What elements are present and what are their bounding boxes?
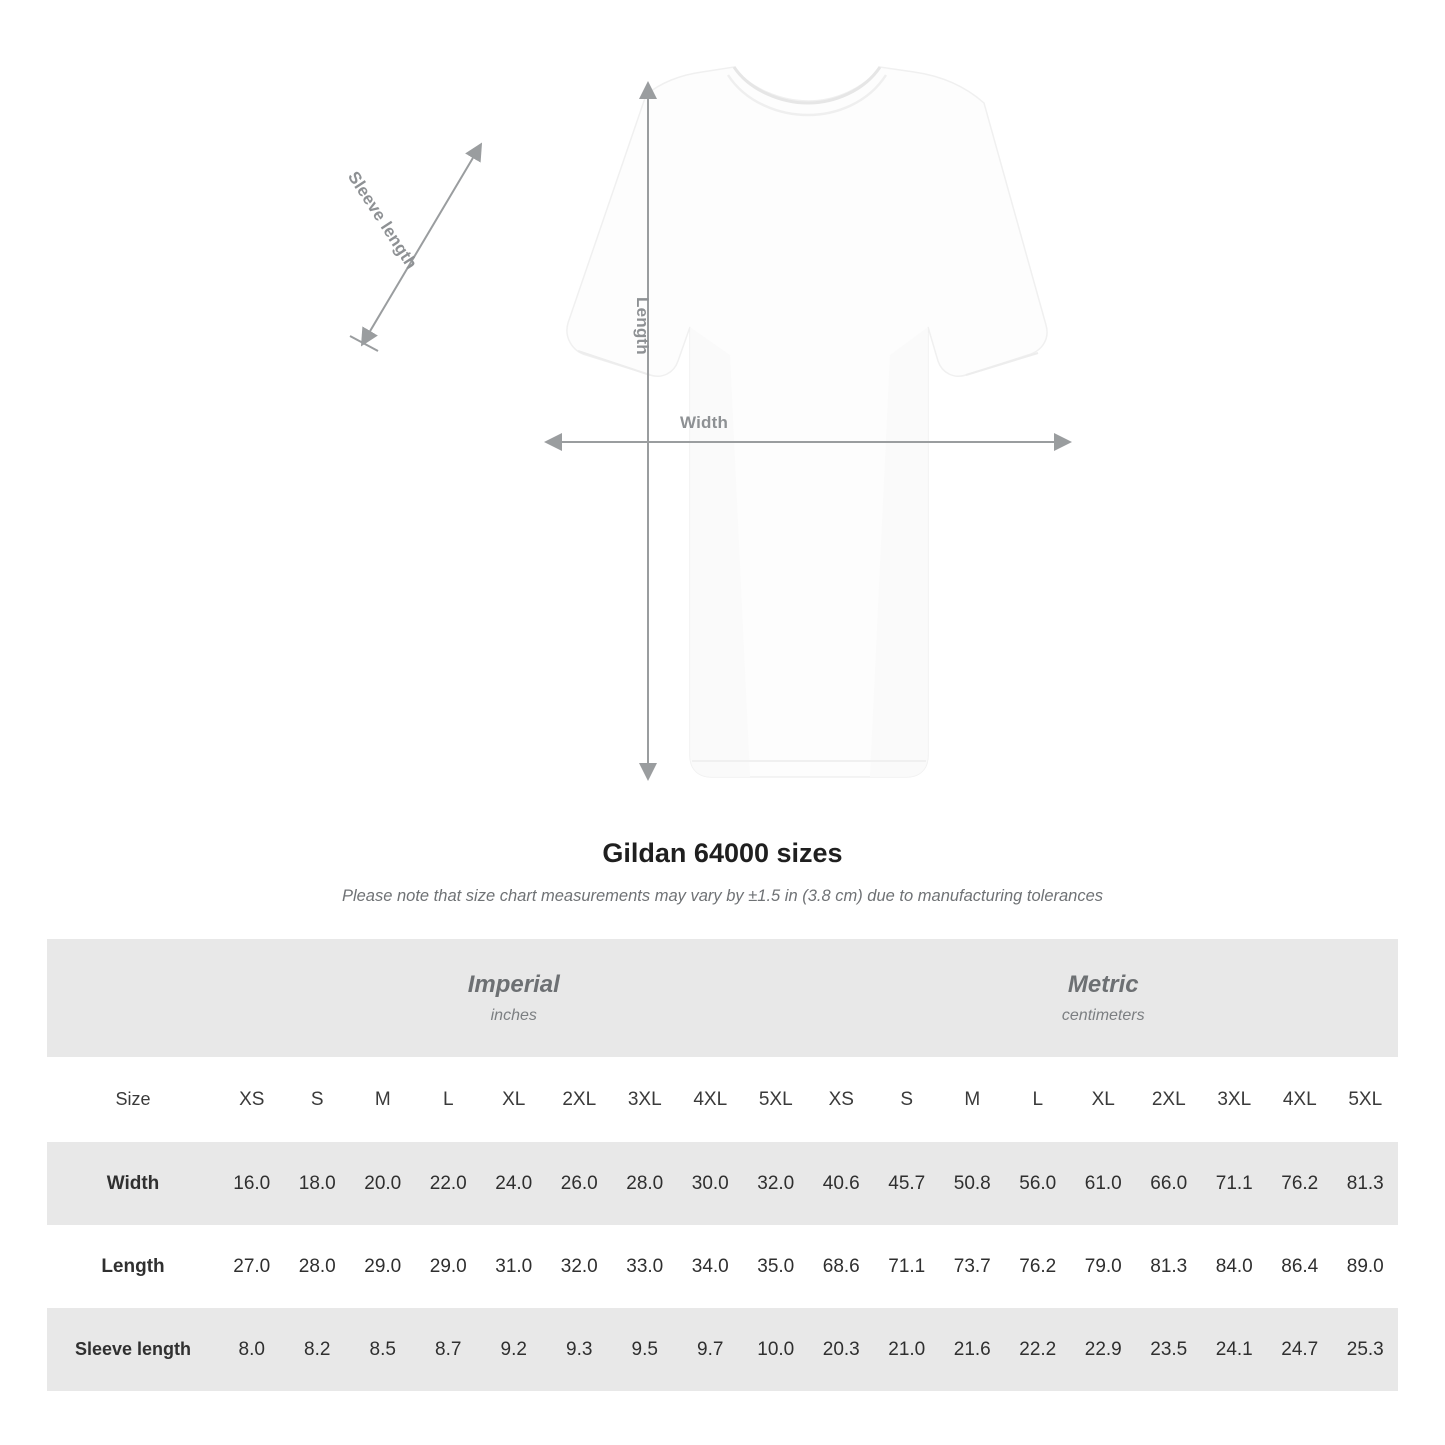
- cell-length-imperial-l: 29.0: [416, 1225, 482, 1308]
- row-label-sleeve-length: Sleeve length: [47, 1308, 219, 1391]
- cell-width-metric-5xl: 81.3: [1333, 1142, 1399, 1225]
- size-header-row: [47, 1057, 1398, 1142]
- row-label-width: Width: [47, 1142, 219, 1225]
- cell-width-metric-4xl: 76.2: [1267, 1142, 1333, 1225]
- cell-length-imperial-5xl: 35.0: [743, 1225, 809, 1308]
- col-header-imperial-3xl: 3XL: [612, 1057, 678, 1142]
- cell-length-metric-xs: 68.6: [809, 1225, 875, 1308]
- cell-sleeve-imperial-l: 8.7: [416, 1308, 482, 1391]
- length-label: Length: [633, 297, 652, 355]
- cell-length-imperial-xl: 31.0: [481, 1225, 547, 1308]
- col-header-imperial-5xl: 5XL: [743, 1057, 809, 1142]
- col-header-imperial-2xl: 2XL: [547, 1057, 613, 1142]
- cell-length-imperial-3xl: 33.0: [612, 1225, 678, 1308]
- col-header-metric-xl: XL: [1071, 1057, 1137, 1142]
- cell-sleeve-imperial-2xl: 9.3: [547, 1308, 613, 1391]
- cell-width-imperial-s: 18.0: [285, 1142, 351, 1225]
- row-label-length: Length: [47, 1225, 219, 1308]
- col-header-imperial-m: M: [350, 1057, 416, 1142]
- sleeve-dimension-line: [363, 146, 480, 343]
- cell-length-imperial-s: 28.0: [285, 1225, 351, 1308]
- table-row: [47, 1308, 1398, 1391]
- cell-sleeve-metric-5xl: 25.3: [1333, 1308, 1399, 1391]
- cell-length-imperial-4xl: 34.0: [678, 1225, 744, 1308]
- col-header-metric-5xl: 5XL: [1333, 1057, 1399, 1142]
- cell-width-metric-m: 50.8: [940, 1142, 1006, 1225]
- cell-sleeve-imperial-s: 8.2: [285, 1308, 351, 1391]
- cell-length-metric-3xl: 84.0: [1202, 1225, 1268, 1308]
- col-header-imperial-l: L: [416, 1057, 482, 1142]
- table-row: [47, 1142, 1398, 1225]
- width-label: Width: [680, 413, 729, 432]
- cell-length-imperial-m: 29.0: [350, 1225, 416, 1308]
- tolerance-note: Please note that size chart measurements may vary by ±1.5 in (3.8 cm) due to manufacturing tolerances: [341, 887, 1104, 905]
- col-header-metric-s: S: [874, 1057, 940, 1142]
- cell-width-imperial-2xl: 26.0: [547, 1142, 613, 1225]
- cell-width-imperial-l: 22.0: [416, 1142, 482, 1225]
- cell-length-metric-2xl: 81.3: [1136, 1225, 1202, 1308]
- unit-imperial-name: Imperial: [467, 970, 560, 998]
- col-header-metric-m: M: [940, 1057, 1006, 1142]
- cell-sleeve-imperial-3xl: 9.5: [612, 1308, 678, 1391]
- cell-sleeve-metric-4xl: 24.7: [1267, 1308, 1333, 1391]
- cell-length-metric-s: 71.1: [874, 1225, 940, 1308]
- cell-length-imperial-2xl: 32.0: [547, 1225, 613, 1308]
- page-title: Gildan 64000 sizes: [602, 838, 843, 868]
- cell-sleeve-metric-s: 21.0: [874, 1308, 940, 1391]
- cell-width-imperial-m: 20.0: [350, 1142, 416, 1225]
- unit-spacer-cell: [47, 939, 219, 1057]
- cell-width-imperial-xl: 24.0: [481, 1142, 547, 1225]
- col-header-imperial-4xl: 4XL: [678, 1057, 744, 1142]
- col-header-imperial-s: S: [285, 1057, 351, 1142]
- cell-sleeve-metric-3xl: 24.1: [1202, 1308, 1268, 1391]
- cell-width-metric-l: 56.0: [1005, 1142, 1071, 1225]
- cell-width-imperial-5xl: 32.0: [743, 1142, 809, 1225]
- cell-length-metric-m: 73.7: [940, 1225, 1006, 1308]
- unit-imperial-sub: inches: [490, 1007, 537, 1025]
- cell-length-imperial-xs: 27.0: [219, 1225, 285, 1308]
- cell-width-metric-3xl: 71.1: [1202, 1142, 1268, 1225]
- cell-width-imperial-4xl: 30.0: [678, 1142, 744, 1225]
- cell-sleeve-metric-l: 22.2: [1005, 1308, 1071, 1391]
- cell-sleeve-metric-m: 21.6: [940, 1308, 1006, 1391]
- unit-metric-sub: centimeters: [1061, 1007, 1145, 1025]
- cell-length-metric-5xl: 89.0: [1333, 1225, 1399, 1308]
- col-header-imperial-xl: XL: [481, 1057, 547, 1142]
- cell-width-metric-s: 45.7: [874, 1142, 940, 1225]
- unit-group-row: [47, 939, 1398, 1057]
- col-header-metric-l: L: [1005, 1057, 1071, 1142]
- unit-group-imperial: [219, 939, 809, 1057]
- cell-sleeve-imperial-4xl: 9.7: [678, 1308, 744, 1391]
- cell-width-metric-xs: 40.6: [809, 1142, 875, 1225]
- col-header-imperial-xs: XS: [219, 1057, 285, 1142]
- cell-length-metric-l: 76.2: [1005, 1225, 1071, 1308]
- cell-sleeve-imperial-xl: 9.2: [481, 1308, 547, 1391]
- cell-sleeve-metric-2xl: 23.5: [1136, 1308, 1202, 1391]
- unit-metric-name: Metric: [1067, 970, 1139, 998]
- col-header-metric-xs: XS: [809, 1057, 875, 1142]
- cell-sleeve-imperial-m: 8.5: [350, 1308, 416, 1391]
- cell-length-metric-4xl: 86.4: [1267, 1225, 1333, 1308]
- table-row: [47, 1225, 1398, 1308]
- col-header-metric-3xl: 3XL: [1202, 1057, 1268, 1142]
- cell-width-metric-xl: 61.0: [1071, 1142, 1137, 1225]
- cell-width-imperial-3xl: 28.0: [612, 1142, 678, 1225]
- cell-width-metric-2xl: 66.0: [1136, 1142, 1202, 1225]
- row-header-size: Size: [47, 1057, 219, 1142]
- cell-sleeve-metric-xs: 20.3: [809, 1308, 875, 1391]
- cell-length-metric-xl: 79.0: [1071, 1225, 1137, 1308]
- unit-group-metric: [809, 939, 1399, 1057]
- cell-sleeve-imperial-xs: 8.0: [219, 1308, 285, 1391]
- tshirt-graphic: [330, 55, 1110, 815]
- cell-sleeve-metric-xl: 22.9: [1071, 1308, 1137, 1391]
- col-header-metric-4xl: 4XL: [1267, 1057, 1333, 1142]
- cell-width-imperial-xs: 16.0: [219, 1142, 285, 1225]
- sleeve-length-label: Sleeve length: [344, 168, 422, 273]
- size-table: [47, 939, 1398, 1391]
- title-block: [0, 838, 1445, 906]
- col-header-metric-2xl: 2XL: [1136, 1057, 1202, 1142]
- size-table-wrapper: [47, 939, 1398, 1391]
- cell-sleeve-imperial-5xl: 10.0: [743, 1308, 809, 1391]
